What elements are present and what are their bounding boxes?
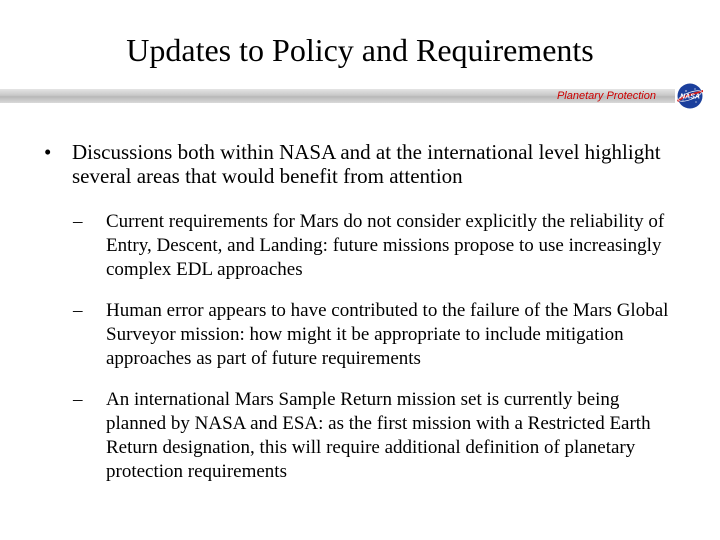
- sub-item: [73, 210, 684, 282]
- nasa-logo-icon: [676, 82, 704, 110]
- sub-item: [73, 388, 684, 484]
- header-band: [0, 89, 720, 103]
- sub-list: [44, 210, 684, 484]
- header-label: Planetary Protection: [556, 90, 656, 102]
- bullet-text: Discussions both within NASA and at the international level highlight several areas that would benefit from attention: [72, 140, 661, 188]
- slide-content: [44, 140, 684, 501]
- bullet-item: [44, 140, 684, 188]
- dash-marker: –: [73, 300, 83, 321]
- sub-item-text: An international Mars Sample Return mission set is currently being planned by NASA and ESA: as the first mission with a Restricted Earth Return designation, this will require additional definition of planetary protection requirements: [106, 389, 651, 482]
- svg-text:NASA: NASA: [680, 93, 700, 101]
- sub-item-text: Current requirements for Mars do not consider explicitly the reliability of Entry, Descent, and Landing: future missions propose to use increasingly complex EDL approaches: [106, 211, 665, 280]
- sub-item: [73, 299, 684, 371]
- bullet-marker: •: [44, 140, 52, 164]
- dash-marker: –: [73, 389, 83, 410]
- slide-title: Updates to Policy and Requirements: [126, 32, 594, 68]
- dash-marker: –: [73, 211, 83, 232]
- sub-item-text: Human error appears to have contributed to the failure of the Mars Global Surveyor mission: how might it be appropriate to include mitigation approaches as part of future requirements: [106, 300, 669, 369]
